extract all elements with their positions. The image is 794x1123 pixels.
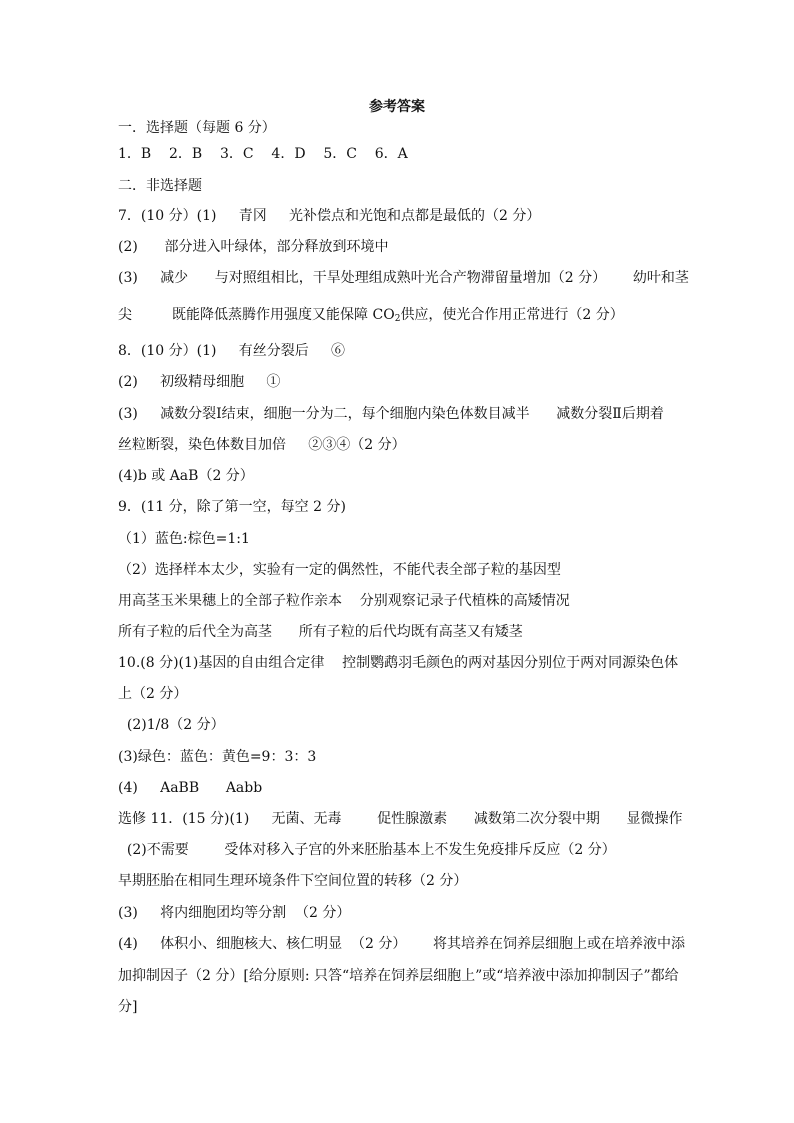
q10-part4: (4) AaBB Aabb [118, 780, 263, 796]
section-nonchoice-heading: 二．非选择题 [118, 178, 202, 194]
q11-part3: (3) 将内细胞团均等分割 （2 分） [118, 905, 351, 921]
q10-part2: (2)1/8（2 分） [118, 717, 225, 733]
q8-part2: (2) 初级精母细胞 ① [118, 374, 281, 390]
q10-part3: (3)绿色：蓝色：黄色=9：3：3 [118, 749, 317, 765]
q11-part2-cont: 早期胚胎在相同生理环境条件下空间位置的转移（2 分） [118, 873, 468, 889]
q7-part3-cont-text: 尖 既能降低蒸腾作用强度又能保障 CO [118, 307, 395, 323]
q11-part4-cont: 加抑制因子（2 分）[给分原则: 只答“培养在饲养层细胞上”或“培养液中添加抑制因子”都给 [118, 968, 679, 984]
q8-part1: 8．(10 分）(1) 有丝分裂后 ⑥ [118, 343, 345, 359]
q11-part1: 选修 11．(15 分)(1) 无菌、无毒 促性腺激素 减数第二次分裂中期 显微操作 [118, 811, 683, 827]
co2-subscript: 2 [394, 314, 401, 324]
q7-part2: (2) 部分进入叶绿体，部分释放到环境中 [118, 239, 389, 255]
q11-part2: (2)不需要 受体对移入子宫的外来胚胎基本上不发生免疫排斥反应（2 分） [118, 842, 616, 858]
q10-part1-cont: 上（2 分） [118, 686, 188, 702]
q7-part3: (3) 减少 与对照组相比，干旱处理组成熟叶光合产物滞留量增加（2 分） 幼叶和茎 [118, 270, 689, 286]
q7-part3-cont [118, 305, 678, 325]
page-title: 参考答案 [369, 99, 425, 115]
section-choice-heading: 一．选择题（每题 6 分） [118, 120, 276, 136]
q10-part1: 10.(8 分)(1)基因的自由组合定律 控制鹦鹉羽毛颜色的两对基因分别位于两对同源染色体 [118, 655, 679, 671]
q11-part4: (4) 体积小、细胞核大、核仁明显 （2 分） 将其培养在饲养层细胞上或在培养液中添 [118, 936, 686, 952]
choice-answers: 1．B 2．B 3．C 4．D 5．C 6．A [118, 146, 408, 162]
q7-part1: 7．(10 分）(1) 青冈 光补偿点和光饱和点都是最低的（2 分） [118, 208, 541, 224]
q7-part3-cont-tail: 供应，使光合作用正常进行（2 分） [400, 307, 624, 323]
q9-part2-method: 用高茎玉米果穗上的全部子粒作亲本 分别观察记录子代植株的高矮情况 [118, 593, 570, 609]
q9-part1: （1）蓝色:棕色=1:1 [118, 531, 250, 547]
q8-part3: (3) 减数分裂Ⅰ结束，细胞一分为二，每个细胞内染色体数目减半 减数分裂Ⅱ后期着 [118, 406, 664, 422]
q9-part2-results: 所有子粒的后代全为高茎 所有子粒的后代均既有高茎又有矮茎 [118, 624, 523, 640]
q9-heading: 9．(11 分，除了第一空，每空 2 分) [118, 499, 346, 515]
q11-part4-end: 分] [118, 999, 138, 1015]
q8-part4: (4)b 或 AaB（2 分） [118, 468, 254, 484]
q9-part2: （2）选择样本太少，实验有一定的偶然性，不能代表全部子粒的基因型 [118, 562, 561, 578]
q8-part3-cont: 丝粒断裂，染色体数目加倍 ②③④（2 分） [118, 437, 406, 453]
